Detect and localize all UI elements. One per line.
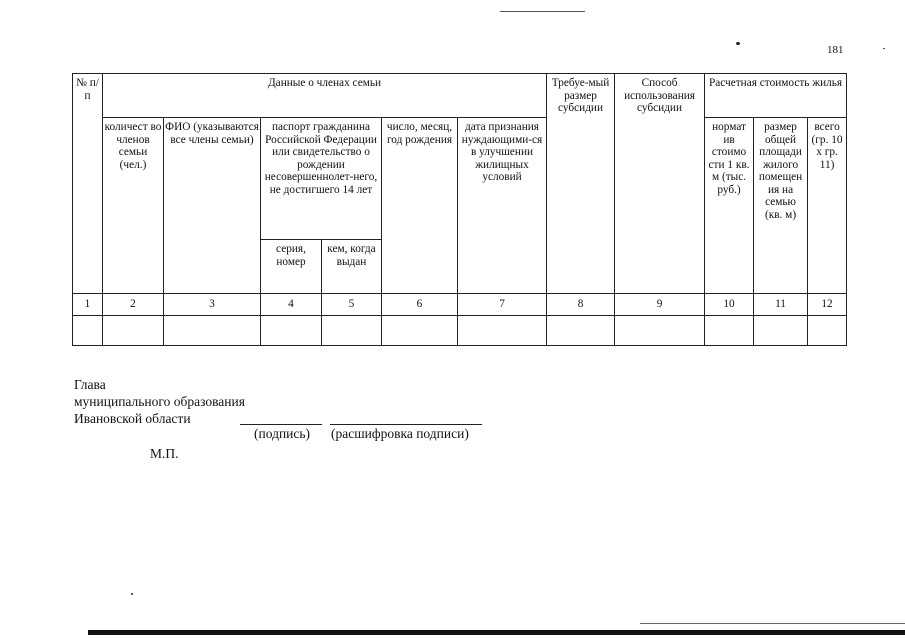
header-cost-norm: нормат ив стоимо сти 1 кв. м (тыс. руб.) — [705, 118, 754, 294]
stamp-placeholder: М.П. — [150, 446, 179, 461]
empty-cell[interactable] — [615, 316, 705, 346]
header-passport-series: серия, номер — [261, 240, 322, 294]
signature-block — [74, 376, 245, 427]
scan-artifact-dot — [736, 42, 740, 45]
column-number-cell: 8 — [547, 294, 615, 316]
header-row-number: № п/п — [73, 74, 103, 294]
header-family-data: Данные о членах семьи — [103, 74, 547, 118]
empty-cell[interactable] — [808, 316, 847, 346]
column-number-cell: 10 — [705, 294, 754, 316]
signer-title-line-3: Ивановской области — [74, 411, 191, 426]
column-number-cell: 7 — [458, 294, 547, 316]
empty-cell[interactable] — [382, 316, 458, 346]
column-number-cell: 2 — [103, 294, 164, 316]
header-total-cost: всего (гр. 10 х гр. 11) — [808, 118, 847, 294]
header-birth-date: число, месяц, год рождения — [382, 118, 458, 294]
column-number-cell: 9 — [615, 294, 705, 316]
scan-artifact-line — [500, 11, 585, 12]
header-member-count: количест во членов семьи (чел.) — [103, 118, 164, 294]
empty-cell[interactable] — [103, 316, 164, 346]
empty-cell[interactable] — [73, 316, 103, 346]
family-data-table — [72, 73, 847, 346]
empty-cell[interactable] — [754, 316, 808, 346]
scan-artifact-line — [640, 623, 905, 624]
signature-decode-line[interactable] — [330, 424, 482, 425]
scan-edge-bar — [88, 630, 905, 635]
empty-cell[interactable] — [705, 316, 754, 346]
page-number: 181 — [827, 44, 844, 56]
column-number-cell: 11 — [754, 294, 808, 316]
column-number-cell: 5 — [322, 294, 382, 316]
signature-decode-label: (расшифровка подписи) — [331, 426, 469, 441]
header-passport-issued: кем, когда выдан — [322, 240, 382, 294]
column-number-cell: 12 — [808, 294, 847, 316]
header-full-name: ФИО (указываются все члены семьи) — [164, 118, 261, 294]
empty-cell[interactable] — [261, 316, 322, 346]
family-data-table-wrapper — [72, 73, 846, 346]
column-number-cell: 6 — [382, 294, 458, 316]
empty-cell[interactable] — [458, 316, 547, 346]
signature-line[interactable] — [240, 424, 322, 425]
empty-cell[interactable] — [547, 316, 615, 346]
header-required-subsidy: Требуе-мый размер субсидии — [547, 74, 615, 294]
scan-artifact-dot — [131, 593, 133, 595]
empty-cell[interactable] — [322, 316, 382, 346]
header-total-area: размер общей площади жилого помещен ия на семью (кв. м) — [754, 118, 808, 294]
header-passport: паспорт гражданина Российской Федерации или свидетельство о рождении несовершеннолет-него, не достигшего 14 лет — [261, 118, 382, 240]
scan-artifact-dot — [883, 48, 885, 49]
header-estimated-cost: Расчетная стоимость жилья — [705, 74, 847, 118]
column-number-cell: 4 — [261, 294, 322, 316]
header-recognition-date: дата признания нуждающими-ся в улучшении жилищных условий — [458, 118, 547, 294]
empty-cell[interactable] — [164, 316, 261, 346]
column-number-cell: 3 — [164, 294, 261, 316]
column-number-cell: 1 — [73, 294, 103, 316]
signer-title-line-1: Глава — [74, 377, 106, 392]
header-subsidy-method: Способ использования субсидии — [615, 74, 705, 294]
signer-title-line-2: муниципального образования — [74, 394, 245, 409]
signature-label: (подпись) — [254, 426, 311, 441]
